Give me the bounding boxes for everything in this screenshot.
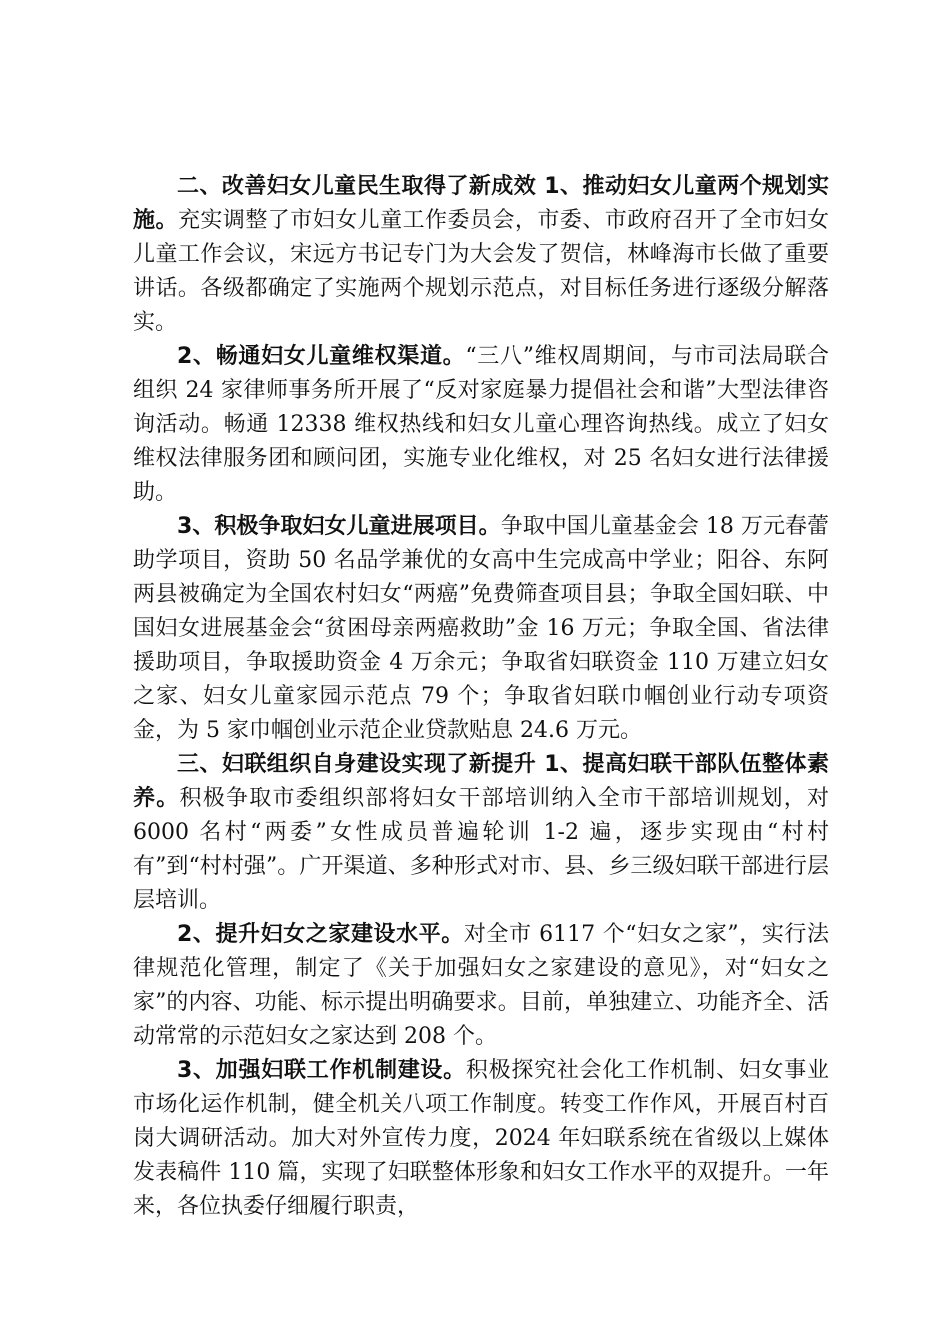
paragraph-heading: 二、改善妇女儿童民生取得了新成效 1、推动妇女儿童两个规划实施。 — [133, 174, 829, 233]
paragraph-women-children-livelihood — [133, 170, 829, 340]
paragraph-heading: 2、提升妇女之家建设水平。 — [177, 922, 464, 947]
paragraph-text: 对全市 6117 个“妇女之家”，实行法律规范化管理，制定了《关于加强妇女之家建设的意见》，对“妇女之家”的内容、功能、标示提出明确要求。目前，单独建立、功能齐全、活动常常的示范妇女之家达到 208 个。 — [133, 922, 829, 1049]
paragraph-text: 积极争取市委组织部将妇女干部培训纳入全市干部培训规划，对 6000 名村“两委”女性成员普遍轮训 1-2 遍，逐步实现由“村村有”到“村村强”。广开渠道、多种形式对市、县、乡三级妇联干部进行层层培训。 — [133, 786, 829, 913]
paragraph-rights-channels — [133, 340, 829, 510]
paragraph-heading: 3、积极争取妇女儿童进展项目。 — [177, 514, 501, 539]
paragraph-organization-building — [133, 748, 829, 918]
paragraph-text: 充实调整了市妇女儿童工作委员会，市委、市政府召开了全市妇女儿童工作会议，宋远方书记专门为大会发了贺信，林峰海市长做了重要讲话。各级都确定了实施两个规划示范点，对目标任务进行逐级分解落实。 — [133, 208, 829, 335]
paragraph-work-mechanism — [133, 1054, 829, 1224]
document-body — [133, 170, 829, 1224]
paragraph-development-projects — [133, 510, 829, 748]
paragraph-heading: 2、畅通妇女儿童维权渠道。 — [177, 344, 466, 369]
paragraph-text: “三八”维权周期间，与市司法局联合组织 24 家律师事务所开展了“反对家庭暴力提倡社会和谐”大型法律咨询活动。畅通 12338 维权热线和妇女儿童心理咨询热线。成立了妇女维权法律服务团和顾问团，实施专业化维权，对 25 名妇女进行法律援助。 — [133, 344, 829, 505]
paragraph-heading: 3、加强妇联工作机制建设。 — [177, 1058, 466, 1083]
paragraph-text: 积极探究社会化工作机制、妇女事业市场化运作机制，健全机关八项工作制度。转变工作作风，开展百村百岗大调研活动。加大对外宣传力度，2024 年妇联系统在省级以上媒体发表稿件 110 篇，实现了妇联整体形象和妇女工作水平的双提升。一年来，各位执委仔细履行职责， — [133, 1058, 829, 1219]
paragraph-text: 争取中国儿童基金会 18 万元春蕾助学项目，资助 50 名品学兼优的女高中生完成高中学业；阳谷、东阿两县被确定为全国农村妇女“两癌”免费筛查项目县；争取全国妇联、中国妇女进展基金会“贫困母亲两癌救助”金 16 万元；争取全国、省法律援助项目，争取援助资金 4 万余元；争取省妇联资金 110 万建立妇女之家、妇女儿童家园示范点 79 个；争取省妇联巾帼创业行动专项资金，为 5 家巾帼创业示范企业贷款贴息 24.6 万元。 — [133, 514, 830, 743]
paragraph-heading: 三、妇联组织自身建设实现了新提升 1、提高妇联干部队伍整体素养。 — [133, 752, 829, 811]
paragraph-womens-home — [133, 918, 829, 1054]
